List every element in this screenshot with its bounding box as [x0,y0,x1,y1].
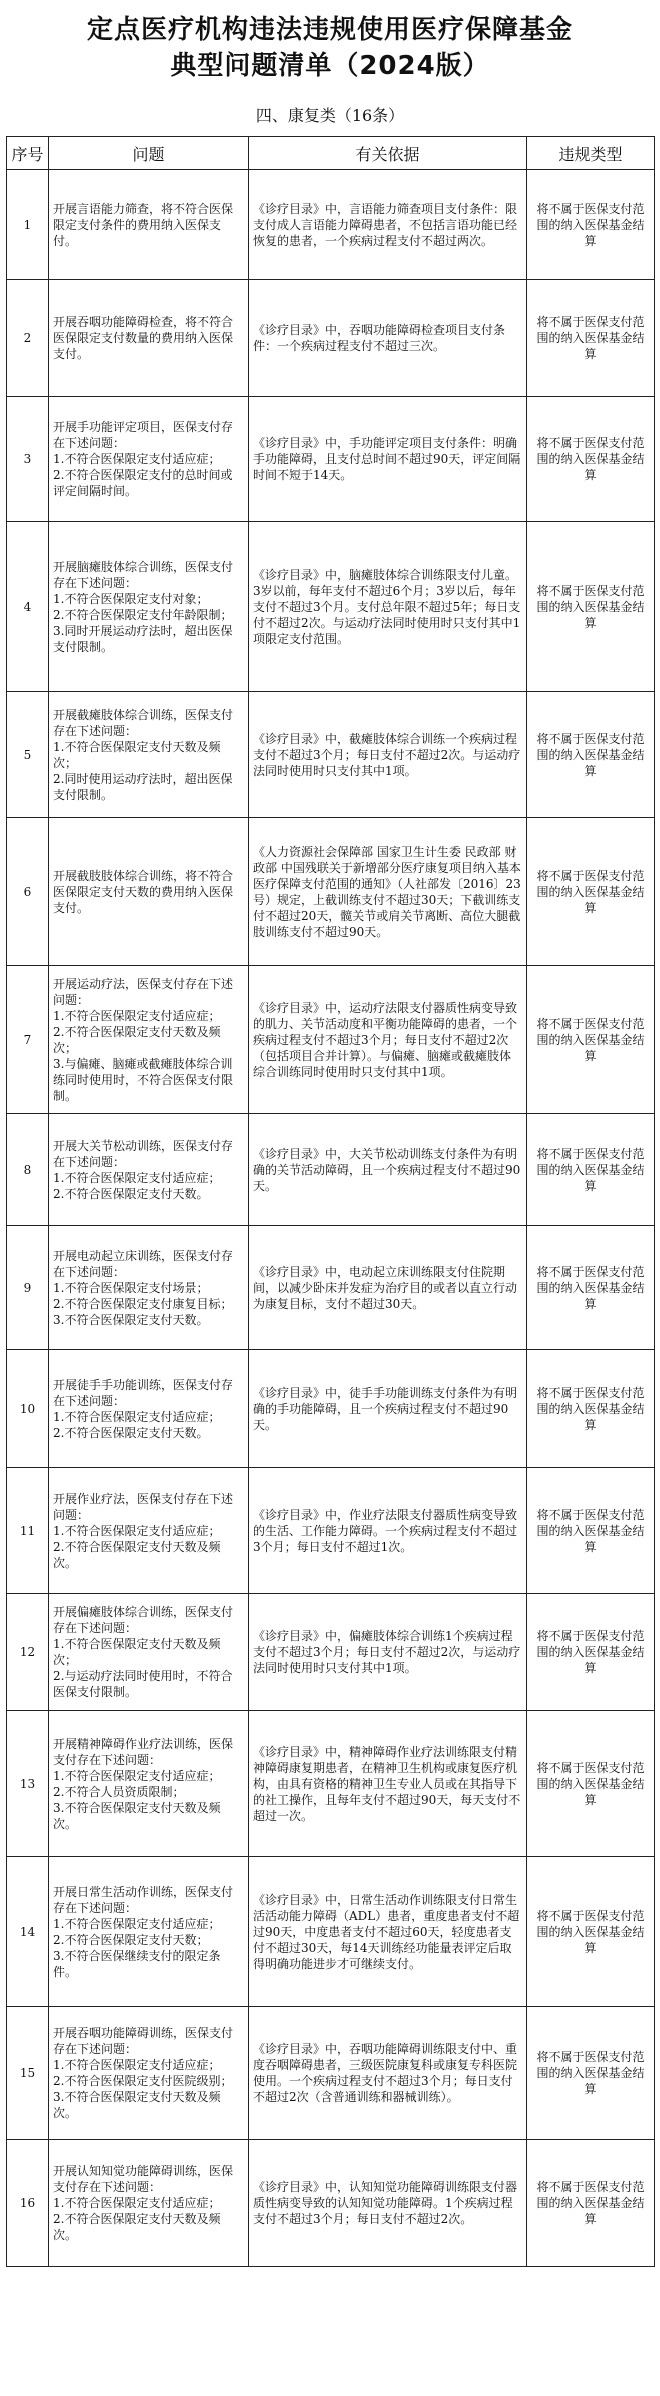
row-issue: 开展徒手手功能训练，医保支付存在下述问题： 1.不符合医保限定支付适应症； 2.不符合医保限定支付天数。 [49,1350,249,1468]
row-issue: 开展脑瘫肢体综合训练，医保支付存在下述问题： 1.不符合医保限定支付对象； 2.不符合医保限定支付年龄限制； 3.同时开展运动疗法时，超出医保支付限制。 [49,522,249,692]
row-basis: 《诊疗目录》中，吞咽功能障碍检查项目支付条件：一个疾病过程支付不超过三次。 [249,280,527,397]
row-issue: 开展运动疗法，医保支付存在下述问题： 1.不符合医保限定支付适应症； 2.不符合医保限定支付天数及频次； 3.与偏瘫、脑瘫或截瘫肢体综合训练同时使用时，不符合医保支付限制。 [49,966,249,1114]
row-number: 15 [7,2007,49,2140]
row-basis: 《诊疗目录》中，大关节松动训练支付条件为有明确的关节活动障碍，且一个疾病过程支付不超过90天。 [249,1114,527,1226]
row-issue: 开展作业疗法，医保支付存在下述问题： 1.不符合医保限定支付适应症； 2.不符合医保限定支付天数及频次。 [49,1468,249,1594]
row-violation-type: 将不属于医保支付范围的纳入医保基金结算 [527,522,655,692]
table-row [7,170,655,280]
row-basis: 《诊疗目录》中，偏瘫肢体综合训练1个疾病过程支付不超过3个月；每日支付不超过2次，与运动疗法同时使用时只支付其中1项。 [249,1594,527,1711]
table-row [7,2140,655,2267]
row-issue: 开展认知知觉功能障碍训练，医保支付存在下述问题： 1.不符合医保限定支付适应症； 2.不符合医保限定支付天数及频次。 [49,2140,249,2267]
row-violation-type: 将不属于医保支付范围的纳入医保基金结算 [527,397,655,522]
row-number: 16 [7,2140,49,2267]
row-number: 2 [7,280,49,397]
row-basis: 《诊疗目录》中，精神障碍作业疗法训练限支付精神障碍康复期患者，在精神卫生机构或康复医疗机构，由具有资格的精神卫生专业人员或在其指导下的社工操作，且每年支付不超过90天，每天支付不超过一次。 [249,1711,527,1857]
header-no: 序号 [7,137,49,170]
row-basis: 《诊疗目录》中，作业疗法限支付器质性病变导致的生活、工作能力障碍。一个疾病过程支付不超过3个月；每日支付不超过1次。 [249,1468,527,1594]
row-basis: 《诊疗目录》中，认知知觉功能障碍训练限支付器质性病变导致的认知知觉功能障碍。1个疾病过程支付不超过3个月；每日支付不超过2次。 [249,2140,527,2267]
table-row [7,692,655,818]
table-row [7,1711,655,1857]
row-basis: 《诊疗目录》中，吞咽功能障碍训练限支付中、重度吞咽障碍患者，三级医院康复科或康复专科医院使用。一个疾病过程支付不超过3个月；每日支付不超过2次（含普通训练和器械训练）。 [249,2007,527,2140]
row-number: 4 [7,522,49,692]
table-row [7,1114,655,1226]
row-number: 14 [7,1857,49,2007]
table-row [7,397,655,522]
section-heading: 四、康复类（16条） [255,106,405,125]
row-violation-type: 将不属于医保支付范围的纳入医保基金结算 [527,1350,655,1468]
row-violation-type: 将不属于医保支付范围的纳入医保基金结算 [527,1857,655,2007]
table-row [7,1350,655,1468]
row-violation-type: 将不属于医保支付范围的纳入医保基金结算 [527,1468,655,1594]
document-title [0,0,660,84]
row-basis: 《诊疗目录》中，电动起立床训练限支付住院期间，以减少卧床并发症为治疗目的或者以直立行动为康复目标，支付不超过30天。 [249,1226,527,1350]
row-number: 5 [7,692,49,818]
row-issue: 开展言语能力筛查，将不符合医保限定支付条件的费用纳入医保支付。 [49,170,249,280]
row-issue: 开展偏瘫肢体综合训练，医保支付存在下述问题： 1.不符合医保限定支付天数及频次； 2.与运动疗法同时使用时，不符合医保支付限制。 [49,1594,249,1711]
row-number: 1 [7,170,49,280]
table-row [7,1594,655,1711]
table-row [7,1857,655,2007]
title-line-1: 定点医疗机构违法违规使用医疗保障基金 [86,15,573,45]
row-violation-type: 将不属于医保支付范围的纳入医保基金结算 [527,1226,655,1350]
row-basis: 《诊疗目录》中，脑瘫肢体综合训练限支付儿童。3岁以前，每年支付不超过6个月；3岁以后，每年支付不超过3个月。支付总年限不超过5年；每日支付不超过2次。与运动疗法同时使用时只支付其中1项限定支付范围。 [249,522,527,692]
row-violation-type: 将不属于医保支付范围的纳入医保基金结算 [527,818,655,966]
row-violation-type: 将不属于医保支付范围的纳入医保基金结算 [527,280,655,397]
issue-table [6,136,655,2267]
table-row [7,1226,655,1350]
row-issue: 开展大关节松动训练，医保支付存在下述问题： 1.不符合医保限定支付适应症； 2.不符合医保限定支付天数。 [49,1114,249,1226]
table-row [7,522,655,692]
row-violation-type: 将不属于医保支付范围的纳入医保基金结算 [527,692,655,818]
table-row [7,2007,655,2140]
row-number: 7 [7,966,49,1114]
row-issue: 开展吞咽功能障碍训练，医保支付存在下述问题： 1.不符合医保限定支付适应症； 2.不符合医保限定支付医院级别； 3.不符合医保限定支付天数及频次。 [49,2007,249,2140]
row-number: 3 [7,397,49,522]
header-basis: 有关依据 [249,137,527,170]
row-number: 12 [7,1594,49,1711]
row-violation-type: 将不属于医保支付范围的纳入医保基金结算 [527,1114,655,1226]
row-issue: 开展截瘫肢体综合训练，医保支付存在下述问题： 1.不符合医保限定支付天数及频次； 2.同时使用运动疗法时，超出医保支付限制。 [49,692,249,818]
row-number: 11 [7,1468,49,1594]
row-issue: 开展截肢肢体综合训练，将不符合医保限定支付天数的费用纳入医保支付。 [49,818,249,966]
row-violation-type: 将不属于医保支付范围的纳入医保基金结算 [527,1594,655,1711]
row-issue: 开展精神障碍作业疗法训练，医保支付存在下述问题： 1.不符合医保限定支付适应症； 2.不符合人员资质限制； 3.不符合医保限定支付天数及频次。 [49,1711,249,1857]
row-number: 10 [7,1350,49,1468]
row-issue: 开展电动起立床训练，医保支付存在下述问题： 1.不符合医保限定支付场景； 2.不符合医保限定支付康复目标； 3.不符合医保限定支付天数。 [49,1226,249,1350]
title-line-2: 典型问题清单（2024版） [170,51,490,81]
row-basis: 《诊疗目录》中，徒手手功能训练支付条件为有明确的手功能障碍，且一个疾病过程支付不超过90天。 [249,1350,527,1468]
row-violation-type: 将不属于医保支付范围的纳入医保基金结算 [527,1711,655,1857]
row-basis: 《诊疗目录》中，手功能评定项目支付条件：明确手功能障碍，且支付总时间不超过90天，评定间隔时间不短于14天。 [249,397,527,522]
row-number: 8 [7,1114,49,1226]
table-header-row [7,137,655,170]
row-violation-type: 将不属于医保支付范围的纳入医保基金结算 [527,2140,655,2267]
row-basis: 《诊疗目录》中，运动疗法限支付器质性病变导致的肌力、关节活动度和平衡功能障碍的患者，一个疾病过程支付不超过3个月；每日支付不超过2次（包括项目合并计算）。与偏瘫、脑瘫或截瘫肢体综合训练同时使用时只支付其中1项。 [249,966,527,1114]
row-issue: 开展吞咽功能障碍检查，将不符合医保限定支付数量的费用纳入医保支付。 [49,280,249,397]
table-row [7,280,655,397]
table-row [7,966,655,1114]
row-violation-type: 将不属于医保支付范围的纳入医保基金结算 [527,966,655,1114]
row-issue: 开展手功能评定项目，医保支付存在下述问题： 1.不符合医保限定支付适应症； 2.不符合医保限定支付的总时间或评定间隔时间。 [49,397,249,522]
row-issue: 开展日常生活动作训练，医保支付存在下述问题： 1.不符合医保限定支付适应症； 2.不符合医保限定支付天数； 3.不符合医保继续支付的限定条件。 [49,1857,249,2007]
row-number: 13 [7,1711,49,1857]
row-basis: 《人力资源社会保障部 国家卫生计生委 民政部 财政部 中国残联关于新增部分医疗康复项目纳入基本医疗保障支付范围的通知》（人社部发〔2016〕23号）规定，上截训练支付不超过30天；下截训练支付不超过20天，髋关节或肩关节离断、高位大腿截肢训练支付不超过90天。 [249,818,527,966]
table-row [7,818,655,966]
row-violation-type: 将不属于医保支付范围的纳入医保基金结算 [527,2007,655,2140]
header-issue: 问题 [49,137,249,170]
table-row [7,1468,655,1594]
row-basis: 《诊疗目录》中，言语能力筛查项目支付条件：限支付成人言语能力障碍患者，不包括言语功能已经恢复的患者，一个疾病过程支付不超过两次。 [249,170,527,280]
row-number: 9 [7,1226,49,1350]
header-type: 违规类型 [527,137,655,170]
row-number: 6 [7,818,49,966]
row-violation-type: 将不属于医保支付范围的纳入医保基金结算 [527,170,655,280]
row-basis: 《诊疗目录》中，截瘫肢体综合训练一个疾病过程支付不超过3个月；每日支付不超过2次。与运动疗法同时使用时只支付其中1项。 [249,692,527,818]
row-basis: 《诊疗目录》中，日常生活动作训练限支付日常生活活动能力障碍（ADL）患者，重度患者支付不超过90天，中度患者支付不超过60天，轻度患者支付不超过30天，每14天训练经功能量表评定后取得明确功能进步才可继续支付。 [249,1857,527,2007]
